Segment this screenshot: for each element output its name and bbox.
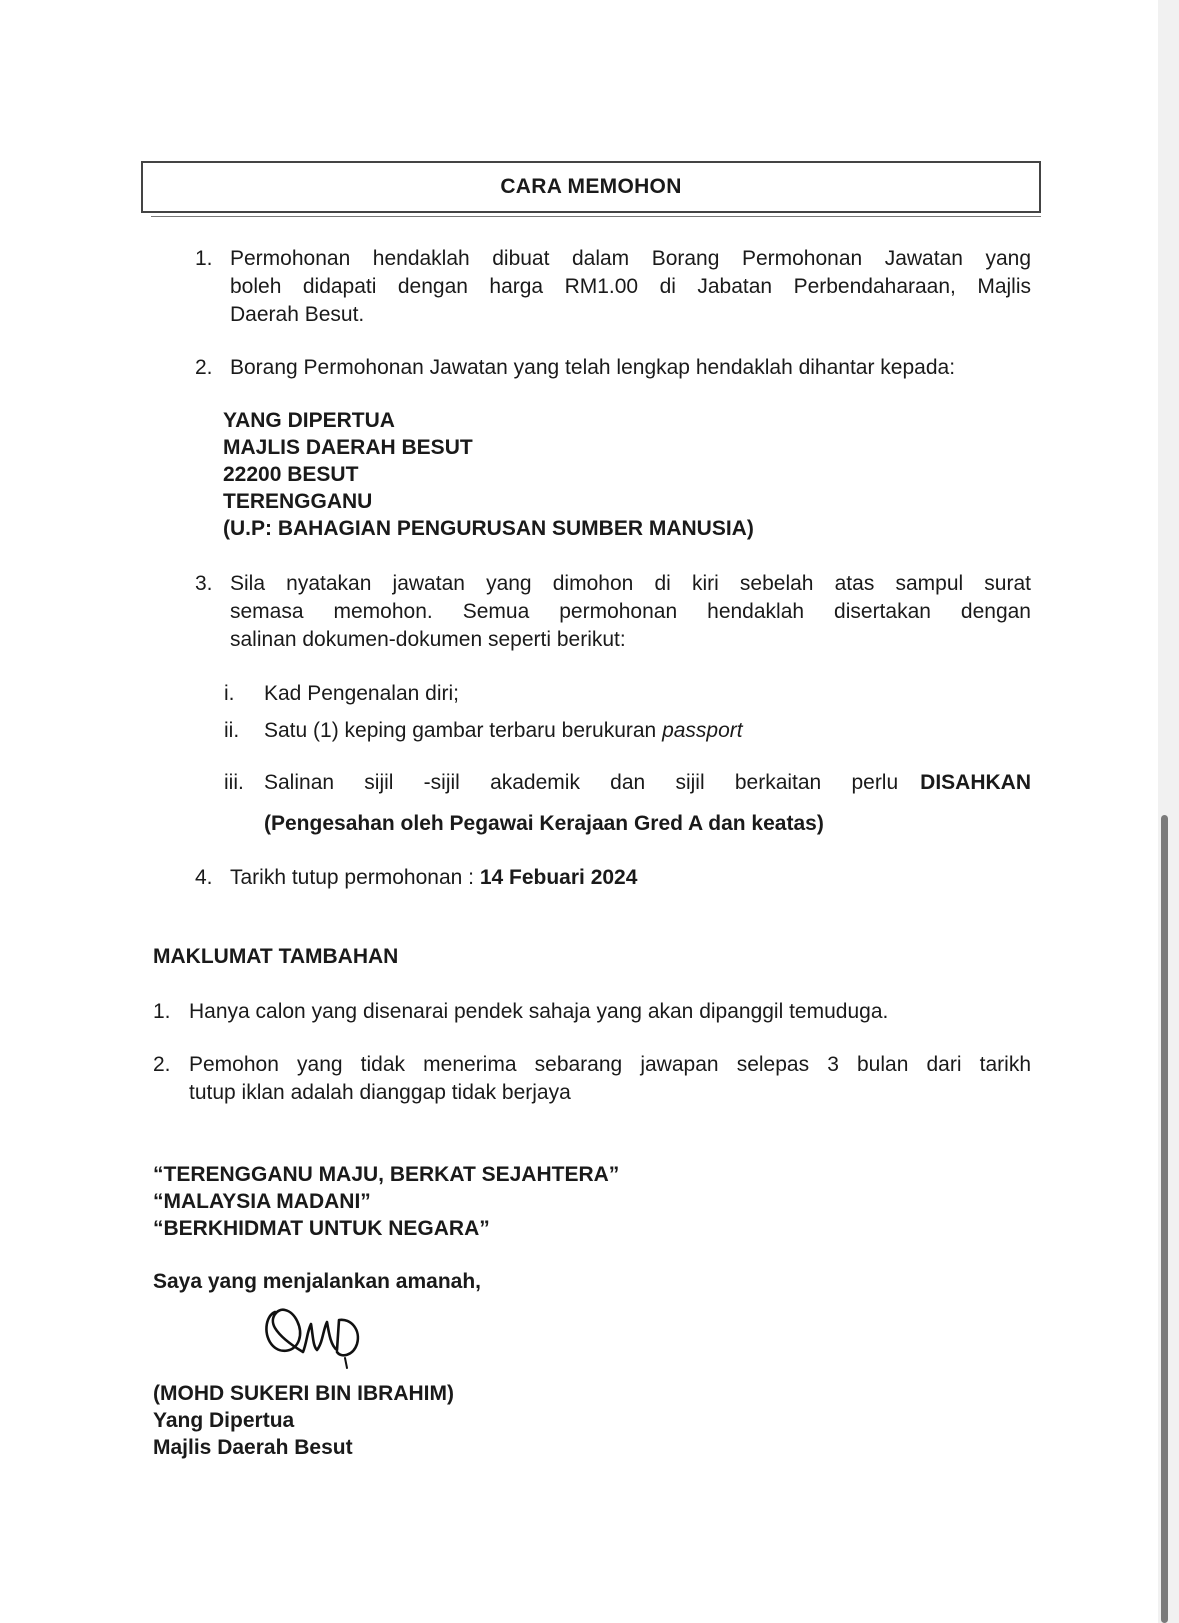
doc-i-number: i. (224, 682, 235, 705)
item-3-line-2: semasa memohon. Semua permohonan hendaklah disertakan dengan (230, 600, 1031, 623)
item-1-line-2: boleh didapati dengan harga RM1.00 di Jabatan Perbendaharaan, Majlis (230, 275, 1031, 298)
closing-date: 14 Febuari 2024 (479, 866, 638, 889)
item-4-text (230, 864, 637, 892)
item-3-line-3: salinan dokumen-dokumen seperti berikut: (230, 628, 626, 651)
doc-iii-text-main: Salinan sijil -sijil akademik dan sijil berkaitan perlu (264, 771, 899, 794)
signature-image (257, 1302, 367, 1370)
doc-ii-text-main: Satu (1) keping gambar terbaru berukuran (264, 719, 663, 742)
signatory-name: (MOHD SUKERI BIN IBRAHIM) (153, 1382, 454, 1405)
page-title: CARA MEMOHON (500, 175, 682, 198)
item-1-line-1: Permohonan hendaklah dibuat dalam Borang Permohonan Jawatan yang (230, 247, 1031, 270)
address-line-5: (U.P: BAHAGIAN PENGURUSAN SUMBER MANUSIA) (223, 517, 754, 540)
address-line-3: 22200 BESUT (223, 463, 359, 486)
doc-ii-text-italic: passport (662, 719, 743, 742)
signatory-title: Yang Dipertua (153, 1409, 295, 1432)
address-line-4: TERENGGANU (223, 490, 373, 513)
info-2-line-1: Pemohon yang tidak menerima sebarang jawapan selepas 3 bulan dari tarikh (189, 1053, 1031, 1076)
item-1-paragraph (230, 245, 1031, 329)
item-1-number: 1. (195, 247, 213, 270)
item-2-number: 2. (195, 356, 213, 379)
item-3-line-1: Sila nyatakan jawatan yang dimohon di kiri sebelah atas sampul surat (230, 572, 1031, 595)
info-2-paragraph (189, 1051, 1031, 1107)
item-1-line-3: Daerah Besut. (230, 303, 365, 326)
address-line-1: YANG DIPERTUA (223, 409, 395, 432)
info-2-line-2: tutup iklan adalah dianggap tidak berjaya (189, 1081, 571, 1104)
scrollbar-thumb[interactable] (1161, 815, 1168, 1623)
doc-ii-number: ii. (224, 719, 240, 742)
slogan-2: “MALAYSIA MADANI” (153, 1190, 371, 1213)
doc-i-text: Kad Pengenalan diri; (264, 682, 459, 705)
slogan-3: “BERKHIDMAT UNTUK NEGARA” (153, 1217, 490, 1240)
item-2-text: Borang Permohonan Jawatan yang telah lengkap hendaklah dihantar kepada: (230, 356, 956, 379)
item-4-text-main: Tarikh tutup permohonan : (230, 866, 480, 889)
address-line-2: MAJLIS DAERAH BESUT (223, 436, 473, 459)
doc-iii-text-bold: DISAHKAN (920, 771, 1031, 794)
closing-line: Saya yang menjalankan amanah, (153, 1270, 481, 1293)
item-3-paragraph (230, 570, 1031, 654)
doc-iii-number: iii. (224, 771, 244, 794)
signatory-org: Majlis Daerah Besut (153, 1436, 353, 1459)
heading-box (141, 161, 1041, 213)
slogan-1: “TERENGGANU MAJU, BERKAT SEJAHTERA” (153, 1163, 620, 1186)
doc-iii-text (264, 769, 1031, 797)
doc-ii-text (264, 717, 743, 745)
doc-iii-note: (Pengesahan oleh Pegawai Kerajaan Gred A dan keatas) (264, 812, 824, 835)
item-4-number: 4. (195, 866, 213, 889)
item-3-number: 3. (195, 572, 213, 595)
section-2-title: MAKLUMAT TAMBAHAN (153, 945, 399, 968)
info-2-number: 2. (153, 1053, 171, 1076)
info-1-text: Hanya calon yang disenarai pendek sahaja yang akan dipanggil temuduga. (189, 1000, 889, 1023)
info-1-number: 1. (153, 1000, 171, 1023)
